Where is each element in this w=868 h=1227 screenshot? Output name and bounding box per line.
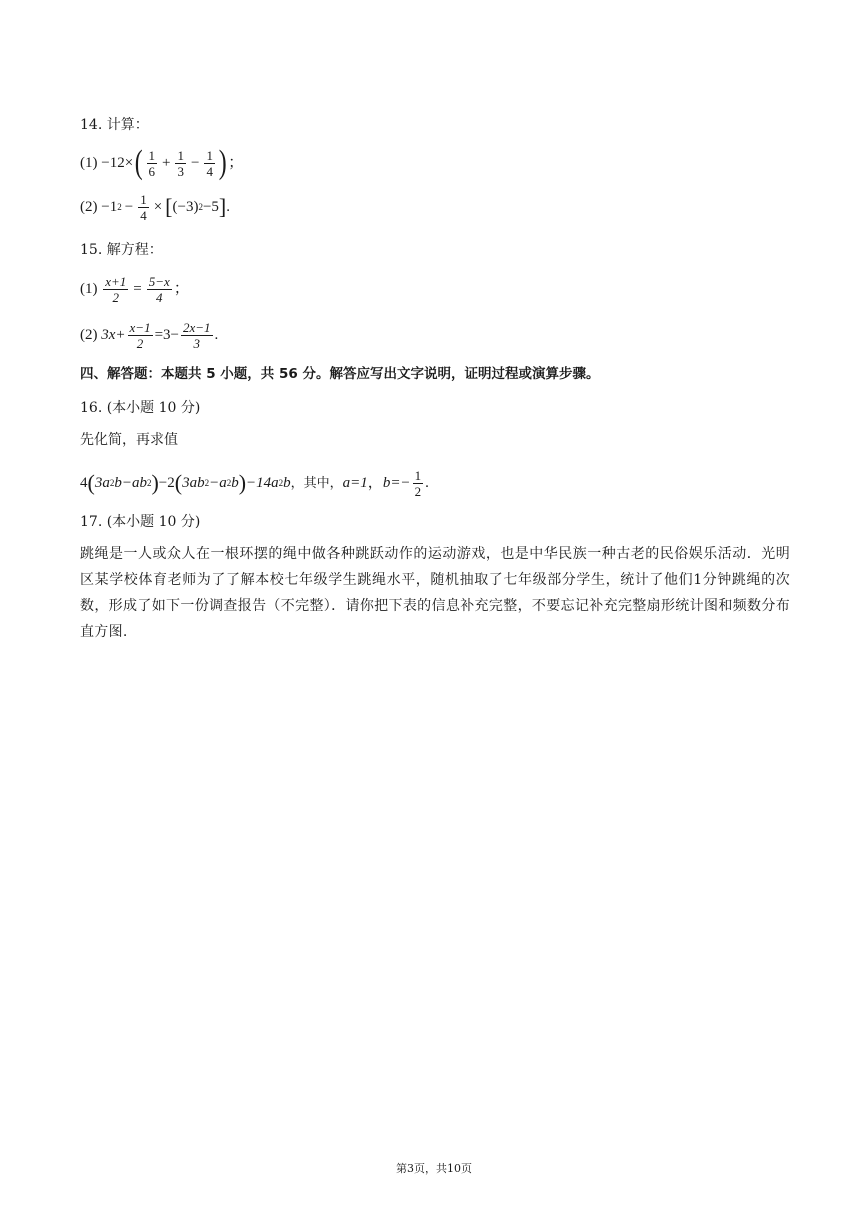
q15-part1: (1) $\frac{x+1}{2}$ = $\frac{5-x}{4}$ ；	[80, 273, 189, 305]
term: =3−	[154, 327, 179, 343]
fraction: $\frac{1}{4}$	[206, 147, 213, 179]
term: 3x+	[101, 327, 126, 343]
term: b−ab	[114, 475, 147, 491]
q17-heading: 17. (本小题 10 分)	[80, 514, 201, 530]
q16-instruction: 先化简，再求值	[80, 432, 178, 448]
term: b	[231, 475, 239, 491]
q14-p1-lead: −12×	[101, 155, 134, 171]
q14-part2: (2) −1 2 − $\frac{1}{4}$ × [ (−3) 2 −5 ] .	[80, 191, 230, 223]
fraction: $\frac{2x-1}{3}$	[183, 319, 211, 351]
q15-heading: 15. 解方程：	[80, 242, 163, 258]
punct: ；	[173, 281, 189, 297]
fraction: $\frac{5-x}{4}$	[148, 273, 170, 305]
q15-p1-label: (1)	[80, 281, 98, 297]
fraction: $\frac{x-1}{2}$	[129, 319, 151, 351]
right-paren: )	[151, 470, 159, 495]
punct: ，	[367, 475, 383, 491]
q15-p2-label: (2)	[80, 327, 98, 343]
left-paren: (	[174, 470, 183, 495]
punct: .	[214, 327, 219, 343]
term: b=−	[382, 475, 411, 491]
page-footer: 第3页，共10页	[396, 1162, 472, 1175]
term: b	[283, 475, 291, 491]
term: (−3)	[172, 199, 199, 215]
left-paren: (	[134, 144, 143, 181]
term: a=1	[342, 475, 368, 491]
left-bracket: [	[165, 194, 173, 219]
q17-body: 跳绳是一人或众人在一根环摆的绳中做各种跳跃动作的运动游戏，也是中华民族一种古老的民俗娱乐活动．光明区某学校体育老师为了了解本校七年级学生跳绳水平，随机抽取了七年级部分学生，统计了他们1分钟跳绳的次数，形成了如下一份调查报告（不完整）．请你把下表的信息补充完整，不要忘记补充完整扇形统计图和频数分布直方图.	[80, 546, 790, 640]
q14-part1: (1) −12× ( $\frac{1}{6}$ + $\frac{1}{3}$ − $\frac{1}{4}$ ) ；	[80, 144, 244, 181]
fraction: $\frac{1}{2}$	[414, 467, 422, 499]
term: −a	[209, 475, 227, 491]
q16-expression: 4 ( 3a 2 b−ab 2 ) −2 ( 3ab 2 −a 2 b ) −14a 2 b ，其中， a=1 ， b=− $\frac{1}{2}$ .	[80, 467, 429, 499]
punct: ；	[228, 155, 244, 171]
fraction: $\frac{1}{6}$	[148, 147, 155, 179]
right-paren: )	[218, 144, 227, 181]
term: −2	[158, 475, 175, 491]
q14-p2-label: (2)	[80, 199, 98, 215]
q14-heading: 14. 计算：	[80, 117, 149, 133]
right-paren: )	[238, 470, 247, 495]
term: 3ab	[182, 475, 205, 491]
fraction: $\frac{1}{3}$	[177, 147, 184, 179]
term: −1	[101, 199, 118, 215]
term: 4	[80, 475, 88, 491]
term: −5	[202, 199, 219, 215]
punct: .	[425, 475, 429, 491]
fraction: $\frac{1}{4}$	[140, 191, 147, 223]
q14-p1-label: (1)	[80, 155, 98, 171]
section-heading: 四、解答题：本题共 5 小题，共 56 分。解答应写出文字说明，证明过程或演算步骤。	[80, 366, 600, 382]
left-paren: (	[87, 470, 95, 495]
fraction: $\frac{x+1}{2}$	[105, 273, 127, 305]
term: −14a	[246, 475, 279, 491]
q15-part2	[80, 318, 218, 352]
q16-heading: 16. (本小题 10 分)	[80, 400, 201, 416]
right-bracket: ]	[218, 194, 227, 219]
punct: .	[226, 199, 230, 215]
text: ，其中，	[290, 475, 343, 490]
term: 3a	[94, 475, 110, 491]
